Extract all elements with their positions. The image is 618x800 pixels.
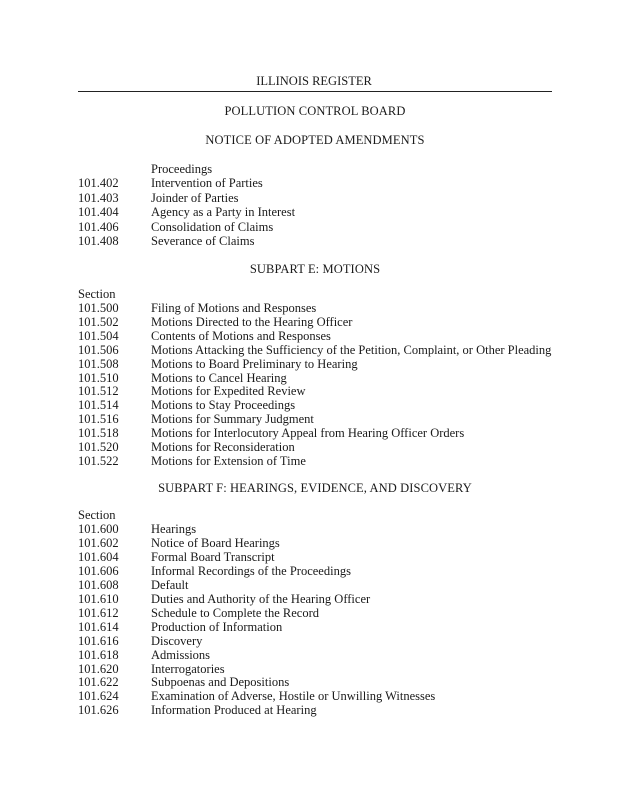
section-title: Admissions	[151, 647, 211, 662]
section-number: 101.614	[78, 619, 119, 634]
section-title: Notice of Board Hearings	[151, 535, 280, 550]
notice-title: NOTICE OF ADOPTED AMENDMENTS	[205, 133, 425, 147]
section-title: Examination of Adverse, Hostile or Unwilling Witnesses	[151, 689, 436, 704]
section-row	[78, 191, 238, 205]
section-title: Production of Information	[151, 619, 283, 634]
section-title: Motions to Board Preliminary to Hearing	[151, 356, 358, 371]
subpart-e-heading: SUBPART E: MOTIONS	[249, 262, 381, 276]
section-row	[78, 301, 316, 315]
section-number: 101.404	[78, 205, 119, 219]
section-number: 101.622	[78, 675, 119, 690]
section-number: 101.620	[78, 661, 119, 676]
section-title: Motions to Stay Proceedings	[151, 398, 296, 413]
section-row	[78, 550, 275, 564]
section-number: 101.510	[78, 370, 119, 385]
section-row	[78, 440, 295, 454]
section-row	[78, 205, 295, 219]
section-title: Motions for Interlocutory Appeal from Hearing Officer Orders	[151, 426, 465, 441]
section-title: Contents of Motions and Responses	[151, 328, 331, 343]
section-title: Motions for Summary Judgment	[151, 412, 314, 427]
section-number: 101.522	[78, 453, 119, 468]
section-title: Motions for Extension of Time	[151, 453, 306, 468]
section-title: Joinder of Parties	[151, 190, 239, 205]
section-number: 101.606	[78, 563, 119, 578]
section-title: Interrogatories	[151, 661, 225, 676]
board-name: POLLUTION CONTROL BOARD	[224, 104, 406, 118]
section-title: Motions for Reconsideration	[151, 440, 295, 454]
section-number: 101.408	[78, 234, 119, 248]
section-row	[78, 454, 306, 468]
section-title: Informal Recordings of the Proceedings	[151, 563, 351, 578]
section-row	[78, 620, 282, 634]
header-rule	[78, 91, 552, 92]
section-number: 101.506	[78, 342, 119, 357]
section-number: 101.500	[78, 301, 119, 315]
section-row	[78, 648, 210, 662]
section-row	[78, 606, 319, 620]
section-row	[78, 689, 435, 703]
section-title: Motions Attacking the Sufficiency of the Petition, Complaint, or Other Pleading	[151, 342, 552, 357]
section-number: 101.403	[78, 190, 119, 205]
section-title: Default	[151, 577, 189, 592]
section-row	[78, 357, 358, 371]
section-number: 101.602	[78, 535, 119, 550]
section-row	[78, 426, 464, 440]
section-number: 101.626	[78, 703, 119, 718]
section-row	[78, 522, 196, 536]
section-title: Agency as a Party in Interest	[151, 205, 296, 219]
section-title: Intervention of Parties	[151, 176, 263, 190]
section-number: 101.514	[78, 398, 119, 413]
section-number: 101.520	[78, 440, 119, 454]
section-number: 101.504	[78, 328, 119, 343]
section-title: Motions to Cancel Hearing	[151, 370, 287, 385]
section-row	[78, 398, 295, 412]
section-title: Motions for Expedited Review	[151, 384, 306, 399]
section-number: 101.512	[78, 384, 119, 399]
section-row	[78, 412, 314, 426]
section-title: Information Produced at Hearing	[151, 703, 317, 718]
section-row	[78, 662, 225, 676]
section-number: 101.612	[78, 605, 119, 620]
section-row	[78, 329, 331, 343]
section-number: 101.502	[78, 314, 119, 329]
section-number: 101.402	[78, 176, 119, 190]
section-title: Discovery	[151, 633, 203, 648]
register-header: ILLINOIS REGISTER	[256, 74, 372, 88]
section-number: 101.608	[78, 577, 119, 592]
section-row	[78, 536, 280, 550]
section-number: 101.508	[78, 356, 119, 371]
section-row	[78, 371, 287, 385]
section-row	[78, 634, 202, 648]
section-number: 101.616	[78, 633, 119, 648]
section-row	[78, 592, 370, 606]
section-row	[78, 578, 188, 592]
section-title: Schedule to Complete the Record	[151, 605, 320, 620]
section-number: 101.518	[78, 426, 119, 441]
section-row	[78, 176, 263, 190]
section-row	[78, 675, 289, 689]
section-number: 101.406	[78, 219, 119, 234]
section-number: 101.516	[78, 412, 119, 427]
section-row	[78, 315, 352, 329]
section-number: 101.610	[78, 591, 119, 606]
section-title: Consolidation of Claims	[151, 219, 274, 234]
section-title: Motions Directed to the Hearing Officer	[151, 314, 353, 329]
section-title: Duties and Authority of the Hearing Officer	[151, 591, 371, 606]
subpart-e-section-label: Section	[78, 287, 116, 301]
section-number: 101.618	[78, 647, 119, 662]
section-title: Filing of Motions and Responses	[151, 301, 317, 315]
subpart-f-heading: SUBPART F: HEARINGS, EVIDENCE, AND DISCOVERY	[158, 481, 472, 495]
subpart-f-section-label: Section	[78, 508, 116, 522]
section-number: 101.600	[78, 522, 119, 536]
section-number: 101.604	[78, 549, 119, 564]
section-row	[78, 343, 551, 357]
section-row	[78, 234, 254, 248]
section-row	[78, 384, 306, 398]
continuation-label: Proceedings	[151, 162, 213, 176]
section-row	[78, 220, 273, 234]
section-title: Hearings	[151, 522, 197, 536]
section-title: Severance of Claims	[151, 234, 255, 248]
section-title: Formal Board Transcript	[151, 549, 275, 564]
section-title: Subpoenas and Depositions	[151, 675, 290, 690]
section-number: 101.624	[78, 689, 119, 704]
section-row	[78, 564, 351, 578]
section-row	[78, 703, 317, 717]
